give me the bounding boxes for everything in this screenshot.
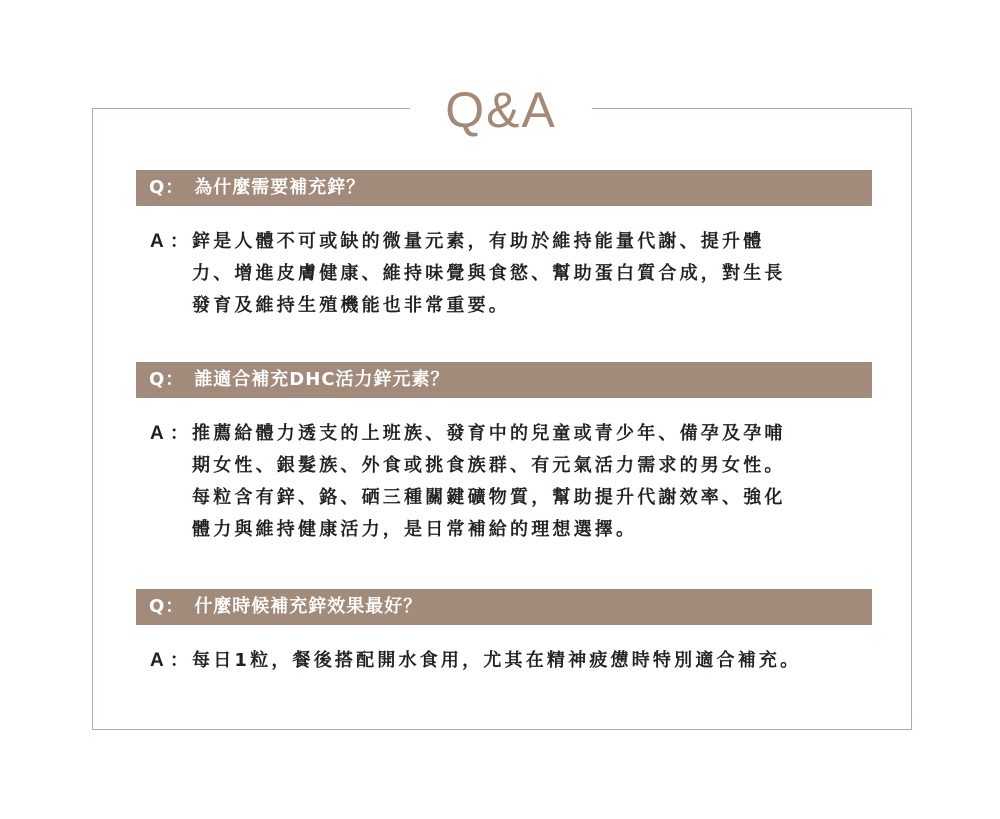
question-text: 什麼時候補充鋅效果最好？ <box>194 596 423 617</box>
question-prefix: Q： <box>149 369 185 390</box>
answer-line: 力、增進皮膚健康、維持味覺與食慾、幫助蛋白質合成，對生長 <box>192 263 786 284</box>
question-text: 為什麼需要補充鋅？ <box>194 177 366 198</box>
answer-colon: ： <box>170 650 188 671</box>
answer-line: 期女性、銀髮族、外食或挑食族群、有元氣活力需求的男女性。 <box>192 455 786 476</box>
answer-block-3 <box>150 645 870 677</box>
answer-line: 推薦給體力透支的上班族、發育中的兒童或青少年、備孕及孕哺 <box>192 423 786 444</box>
question-bar-3 <box>136 589 872 625</box>
question-prefix: Q： <box>149 596 185 617</box>
answer-prefix: A <box>150 423 164 444</box>
question-prefix: Q： <box>149 177 185 198</box>
question-text: 誰適合補充DHC活力鋅元素？ <box>194 369 450 390</box>
answer-colon: ： <box>170 423 188 444</box>
answer-line: 每日1粒，餐後搭配開水食用，尤其在精神疲憊時特別適合補充。 <box>192 650 802 671</box>
question-bar-2 <box>136 362 872 398</box>
answer-line: 體力與維持健康活力，是日常補給的理想選擇。 <box>192 519 638 540</box>
answer-prefix: A <box>150 231 164 252</box>
page-title: Q&A <box>445 82 557 138</box>
answer-block-1 <box>150 226 870 322</box>
answer-line: 每粒含有鋅、鉻、硒三種關鍵礦物質，幫助提升代謝效率、強化 <box>192 487 786 508</box>
title-container <box>410 78 592 142</box>
answer-line: 發育及維持生殖機能也非常重要。 <box>192 295 510 316</box>
question-bar-1 <box>136 170 872 206</box>
answer-line: 鋅是人體不可或缺的微量元素，有助於維持能量代謝、提升體 <box>192 231 765 252</box>
answer-prefix: A <box>150 650 164 671</box>
answer-colon: ： <box>170 231 188 252</box>
answer-block-2 <box>150 418 870 546</box>
